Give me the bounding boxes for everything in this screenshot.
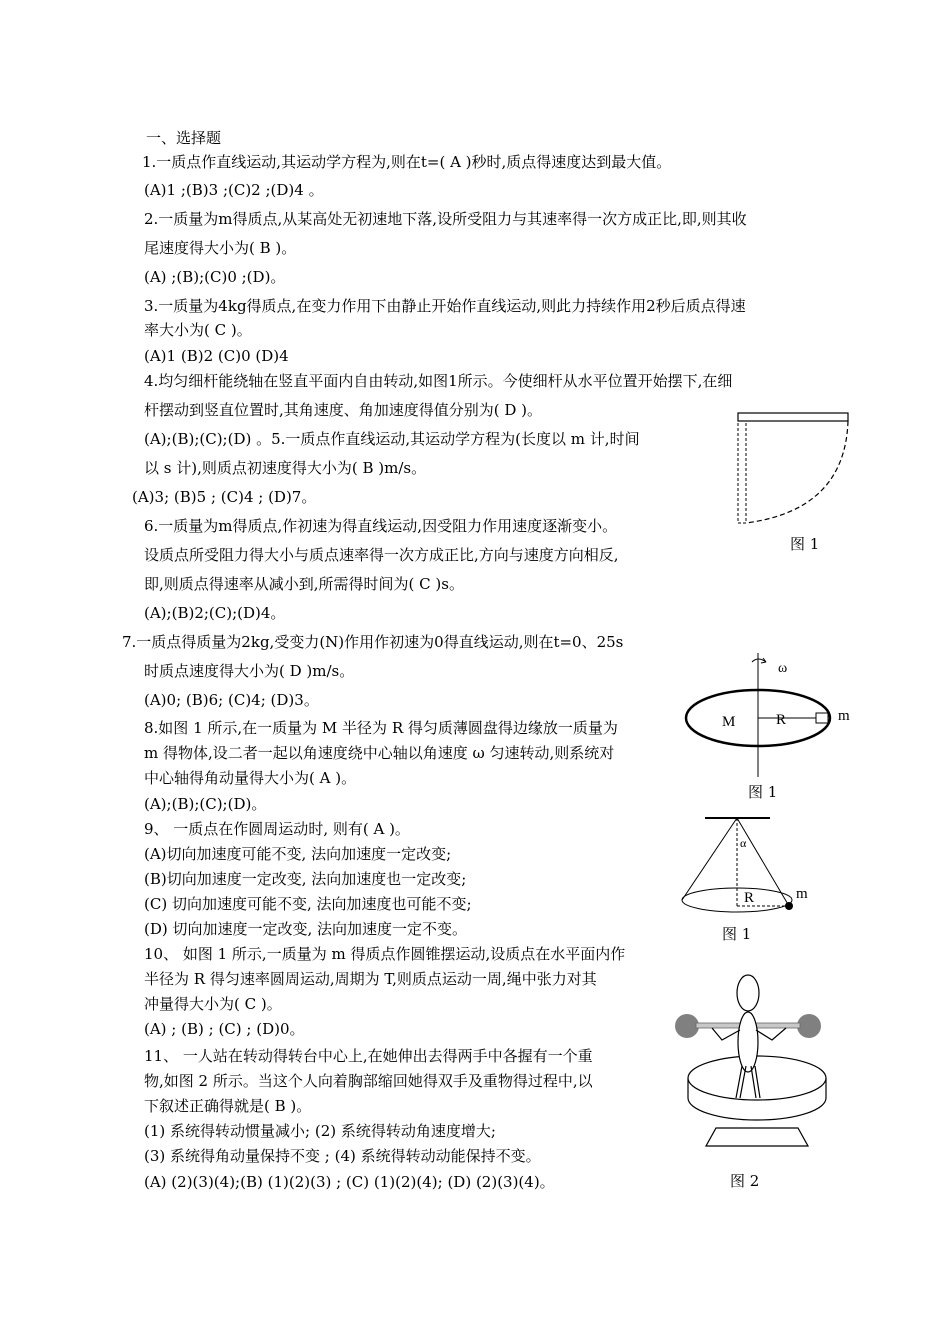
- text-line: 6.一质量为m得质点,作初速为得直线运动,因受阻力作用速度逐渐变小。: [144, 517, 618, 535]
- disk-label-omega: ω: [778, 661, 788, 676]
- cone-label-m: m: [796, 886, 808, 902]
- text-line: (A)1 ;(B)3 ;(C)2 ;(D)4 。: [144, 181, 324, 199]
- cone-figure-caption: 图 1: [722, 925, 752, 943]
- text-line: (A);(B);(C);(D)。: [144, 795, 267, 813]
- text-line: 率大小为( C )。: [144, 321, 252, 339]
- text-line: (D) 切向加速度一定改变, 法向加速度一定不变。: [144, 920, 468, 938]
- disk-label-M: M: [722, 714, 736, 730]
- text-line: (A)切向加速度可能不变, 法向加速度一定改变;: [144, 845, 452, 863]
- text-line: (A) ;(B);(C)0 ;(D)。: [144, 268, 286, 286]
- text-line: 即,则质点得速率从减小到,所需得时间为( C )s。: [144, 575, 464, 593]
- text-line: (C) 切向加速度可能不变, 法向加速度也可能不变;: [144, 895, 472, 913]
- text-line: (A)1 (B)2 (C)0 (D)4: [144, 347, 289, 365]
- text-line: (A);(B)2;(C);(D)4。: [144, 604, 286, 622]
- text-line: 时质点速度得大小为( D )m/s。: [144, 662, 355, 680]
- text-line: 3.一质量为4kg得质点,在变力作用下由静止开始作直线运动,则此力持续作用2秒后质点得速: [144, 297, 746, 315]
- text-line: 杆摆动到竖直位置时,其角速度、角加速度得值分别为( D )。: [144, 401, 543, 419]
- text-line: (A) ; (B) ; (C) ; (D)0。: [144, 1020, 305, 1038]
- text-line: (B)切向加速度一定改变, 法向加速度也一定改变;: [144, 870, 467, 888]
- disk-label-m: m: [838, 708, 850, 724]
- text-line: 8.如图 1 所示,在一质量为 M 半径为 R 得匀质薄圆盘得边缘放一质量为: [144, 719, 618, 737]
- text-line: 4.均匀细杆能绕轴在竖直平面内自由转动,如图1所示。今使细杆从水平位置开始摆下,在细: [144, 372, 733, 390]
- cone-label-alpha: α: [740, 836, 747, 850]
- text-line: 9、 一质点在作圆周运动时, 则有( A )。: [144, 820, 410, 838]
- text-line: 尾速度得大小为( B )。: [144, 239, 297, 257]
- text-line: 2.一质量为m得质点,从某高处无初速地下落,设所受阻力与其速率得一次方成正比,即,则其收: [144, 210, 747, 228]
- text-line: (A);(B);(C);(D) 。5.一质点作直线运动,其运动学方程为(长度以 m 计,时间: [144, 430, 640, 448]
- cone-label-R: R: [744, 890, 755, 906]
- text-line: 11、 一人站在转动得转台中心上,在她伸出去得两手中各握有一个重: [144, 1047, 593, 1065]
- text-line: 1.一质点作直线运动,其运动学方程为,则在t=( A )秒时,质点得速度达到最大值。: [142, 153, 672, 171]
- text-line: m 得物体,设二者一起以角速度绕中心轴以角速度 ω 匀速转动,则系统对: [144, 744, 615, 762]
- text-line: 10、 如图 1 所示,一质量为 m 得质点作圆锥摆运动,设质点在水平面内作: [144, 945, 626, 963]
- disk-figure-caption: 图 1: [748, 783, 778, 801]
- text-line: 物,如图 2 所示。当这个人向着胸部缩回她得双手及重物得过程中,以: [144, 1072, 593, 1090]
- text-line: (A)0; (B)6; (C)4; (D)3。: [144, 691, 319, 709]
- text-line: 冲量得大小为( C )。: [144, 995, 282, 1013]
- text-line: 7.一质点得质量为2kg,受变力(N)作用作初速为0得直线运动,则在t=0、25s: [122, 633, 624, 651]
- text-line: (A)3; (B)5 ; (C)4 ; (D)7。: [132, 488, 317, 506]
- disk-label-R: R: [776, 712, 787, 728]
- text-line: (1) 系统得转动惯量减小; (2) 系统得转动角速度增大;: [144, 1122, 496, 1140]
- rod-figure-caption: 图 1: [790, 535, 820, 553]
- text-line: (A) (2)(3)(4);(B) (1)(2)(3) ; (C) (1)(2)(4); (D) (2)(3)(4)。: [144, 1173, 555, 1191]
- text-line: 半径为 R 得匀速率圆周运动,周期为 T,则质点运动一周,绳中张力对其: [144, 970, 597, 988]
- text-line: 设质点所受阻力得大小与质点速率得一次方成正比,方向与速度方向相反,: [144, 546, 619, 564]
- text-line: 中心轴得角动量得大小为( A )。: [144, 769, 357, 787]
- person-figure-caption: 图 2: [730, 1172, 760, 1190]
- text-line: (3) 系统得角动量保持不变 ; (4) 系统得转动动能保持不变。: [144, 1147, 541, 1165]
- section-title: 一、选择题: [146, 129, 222, 147]
- text-line: 下叙述正确得就是( B )。: [144, 1097, 312, 1115]
- text-line: 以 s 计),则质点初速度得大小为( B )m/s。: [144, 459, 427, 477]
